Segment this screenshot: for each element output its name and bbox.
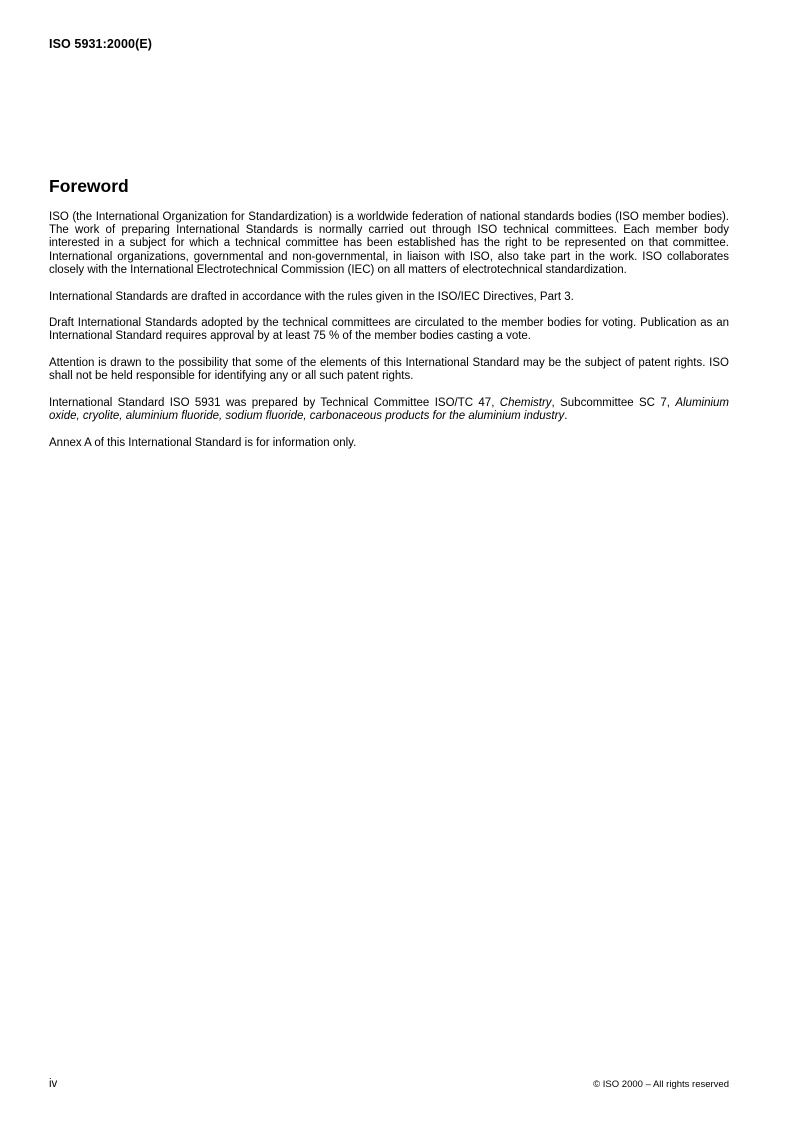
page-number: iv — [49, 1078, 58, 1090]
committee-text-2: , Subcommittee SC 7, — [551, 397, 676, 410]
document-id-header: ISO 5931:2000(E) — [49, 37, 153, 51]
committee-name: Chemistry — [499, 397, 552, 410]
committee-text-3: . — [564, 410, 568, 423]
paragraph-annex: Annex A of this International Standard is for information only. — [49, 436, 357, 449]
paragraph-committee — [49, 397, 729, 423]
copyright-notice: © ISO 2000 – All rights reserved — [593, 1079, 729, 1090]
section-title: Foreword — [49, 176, 129, 196]
paragraph-voting: Draft International Standards adopted by the technical committees are circulated to the member bodies for voting. Publication as an International Standard requires approval by at least 75 % of the member bodies casting a vote. — [49, 317, 729, 343]
subcommittee-name: Aluminium oxide, cryolite, aluminium fluoride, sodium fluoride, carbonaceous products for the aluminium industry — [49, 397, 730, 423]
paragraph-patent-rights: Attention is drawn to the possibility that some of the elements of this International Standard may be the subject of patent rights. ISO shall not be held responsible for identifying any or all such patent rights. — [49, 357, 729, 383]
paragraph-directives: International Standards are drafted in accordance with the rules given in the ISO/IEC Directives, Part 3. — [49, 290, 574, 303]
committee-text-1: International Standard ISO 5931 was prepared by Technical Committee ISO/TC 47, — [49, 397, 500, 410]
foreword-body — [49, 211, 729, 464]
paragraph-iso-description: ISO (the International Organization for Standardization) is a worldwide federation of national standards bodies (ISO member bodies). The work of preparing International Standards is normally carried out through ISO technical committees. Each member body interested in a subject for which a technical committee has been established has the right to be represented on that committee. International organizations, governmental and non-governmental, in liaison with ISO, also take part in the work. ISO collaborates closely with the International Electrotechnical Commission (IEC) on all matters of electrotechnical standardization. — [49, 211, 729, 276]
